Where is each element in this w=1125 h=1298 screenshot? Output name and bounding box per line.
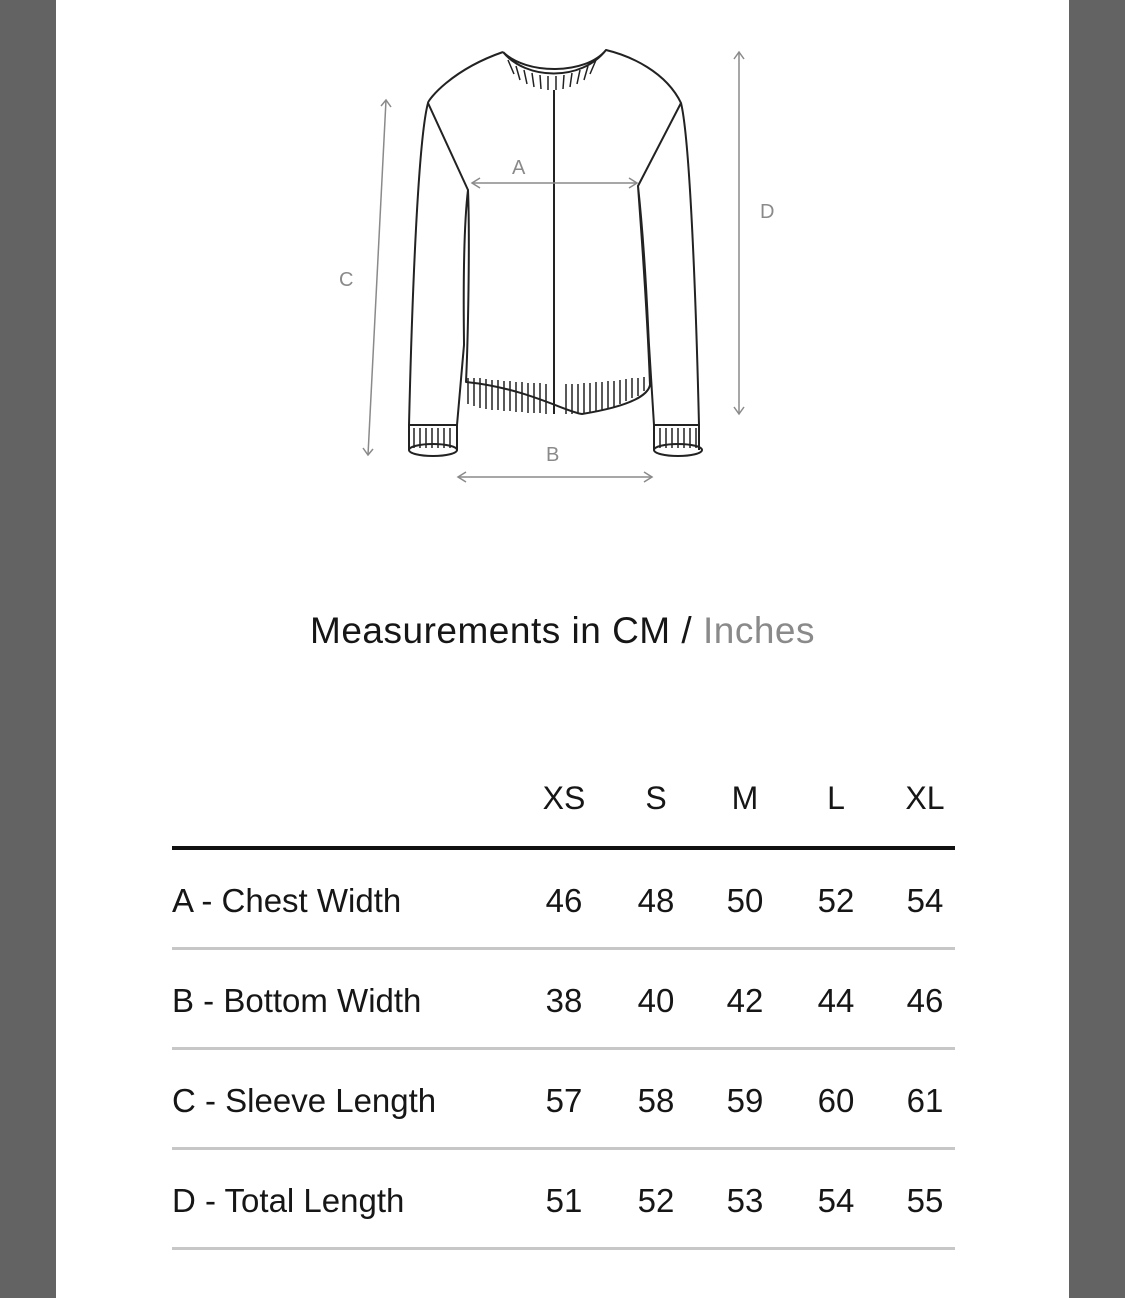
row-label: D - Total Length (172, 1182, 405, 1219)
label-b: B (546, 444, 560, 466)
table-cell: 58 (637, 1082, 675, 1119)
row-label: C - Sleeve Length (172, 1082, 437, 1119)
row-label: B - Bottom Width (172, 982, 422, 1019)
garment-diagram (56, 0, 1069, 560)
size-l: L (827, 780, 845, 816)
table-row-total-length (172, 1150, 955, 1250)
table-cell: 61 (906, 1082, 944, 1119)
table-cell: 42 (726, 982, 764, 1019)
table-cell: 55 (906, 1182, 944, 1219)
label-c: C (339, 269, 354, 291)
size-header-row (172, 770, 955, 830)
left-armhole (428, 103, 468, 190)
table-cell: 38 (545, 982, 583, 1019)
size-s: S (645, 780, 667, 816)
table-cell: 51 (545, 1182, 583, 1219)
label-a: A (512, 157, 526, 179)
table-cell: 52 (817, 882, 855, 919)
table-cell: 52 (637, 1182, 675, 1219)
table-cell: 54 (817, 1182, 855, 1219)
size-xl: XL (905, 780, 945, 816)
table-cell: 59 (726, 1082, 764, 1119)
left-cuff-ribbing (414, 428, 450, 448)
table-cell: 53 (726, 1182, 764, 1219)
table-cell: 57 (545, 1082, 583, 1119)
table-cell: 40 (637, 982, 675, 1019)
table-cell: 54 (906, 882, 944, 919)
table-cell: 60 (817, 1082, 855, 1119)
size-m: M (731, 780, 759, 816)
row-label: A - Chest Width (172, 882, 402, 919)
arrow-c (368, 100, 386, 455)
size-table (172, 770, 955, 1250)
measurements-heading (56, 610, 1069, 652)
table-cell: 50 (726, 882, 764, 919)
table-cell: 46 (545, 882, 583, 919)
unit-cm-label[interactable]: Measurements in CM / (310, 610, 693, 651)
right-armhole (638, 103, 681, 186)
table-row-bottom-width (172, 950, 955, 1050)
size-guide-sheet (56, 0, 1069, 1298)
table-cell: 44 (817, 982, 855, 1019)
label-d: D (760, 201, 775, 223)
table-cell: 46 (906, 982, 944, 1019)
cardigan-neckline (503, 50, 606, 74)
hem-ribbing (468, 377, 644, 414)
right-cuff-ribbing (660, 428, 696, 448)
size-xs: XS (542, 780, 586, 816)
table-row-chest-width (172, 850, 955, 950)
table-cell: 48 (637, 882, 675, 919)
table-row-sleeve-length (172, 1050, 955, 1150)
unit-inches-toggle[interactable]: Inches (702, 610, 815, 651)
